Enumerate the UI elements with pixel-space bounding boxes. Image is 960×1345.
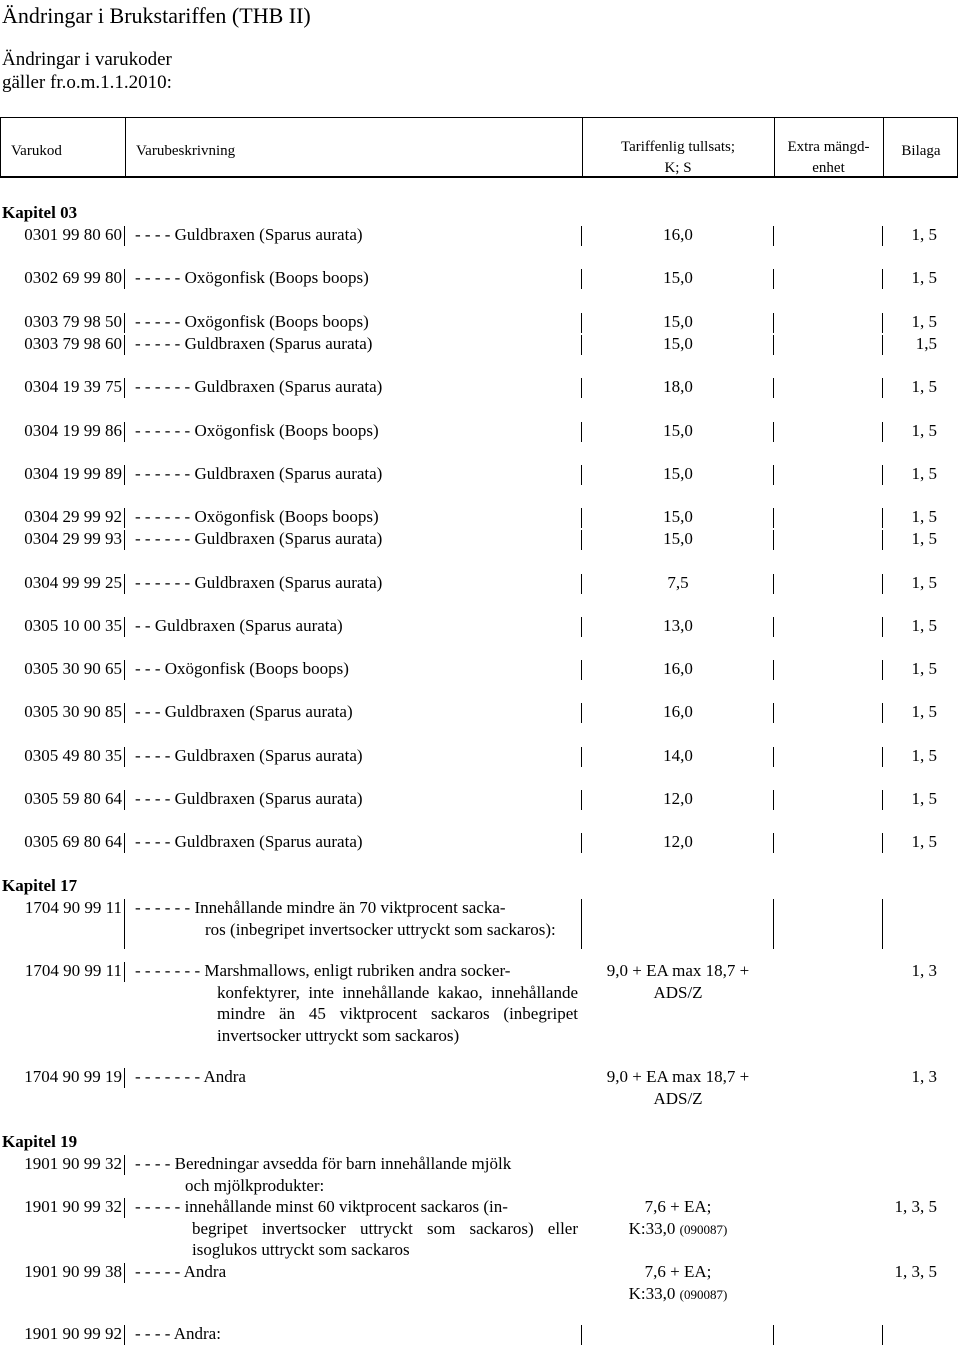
goods-description: [135, 224, 363, 246]
description-text: Oxögonfisk (Boops boops): [164, 659, 349, 678]
tariff-rate: 15,0: [663, 507, 693, 526]
level-dashes: - - - - -: [135, 334, 181, 353]
level-dashes: - - - - - -: [135, 464, 191, 483]
goods-description: [135, 615, 343, 637]
bilaga-value: 1, 5: [911, 421, 937, 440]
bilaga-value: 1, 5: [911, 507, 937, 526]
table-row: [0, 831, 960, 853]
header-bilaga: Bilaga: [901, 143, 941, 159]
bilaga-value: 1, 5: [911, 268, 937, 287]
bilaga-value: 1, 5: [911, 789, 937, 808]
description-continuation: begripet invertsocker uttryckt som sackaros) eller isoglukos uttryckt som sackaros: [192, 1218, 578, 1259]
table-row: [0, 528, 960, 550]
column-divider: [773, 508, 774, 528]
goods-description: [135, 572, 382, 594]
column-divider: [124, 1198, 125, 1218]
tariff-rate: 15,0: [663, 464, 693, 483]
goods-description: [135, 528, 382, 550]
chapter-heading-17: Kapitel 17: [2, 876, 78, 895]
table-row: [0, 960, 960, 1068]
column-divider: [124, 422, 125, 442]
goods-description: [135, 267, 369, 289]
tariff-code: 1901 90 99 38: [24, 1262, 122, 1281]
header-tullsats-line2: K; S: [664, 160, 692, 176]
column-divider: [773, 313, 774, 333]
header-mangd-line1: Extra mängd-: [787, 139, 870, 155]
goods-description: [135, 506, 379, 528]
column-divider: [581, 508, 582, 528]
bilaga-value: 1, 5: [911, 529, 937, 548]
bilaga-value: 1, 3, 5: [894, 1197, 937, 1216]
column-divider: [581, 226, 582, 246]
tariff-rate: 15,0: [663, 529, 693, 548]
column-divider: [882, 574, 883, 594]
tariff-rate: 12,0: [663, 832, 693, 851]
description-text: Guldbraxen (Sparus aurata): [184, 334, 373, 353]
goods-description: [135, 420, 379, 442]
tariff-code: 0303 79 98 50: [24, 312, 122, 331]
goods-description: [135, 831, 363, 853]
tariff-code: 0304 19 39 75: [24, 377, 122, 396]
description-text: Oxögonfisk (Boops boops): [184, 268, 369, 287]
column-divider: [124, 1263, 125, 1283]
column-divider: [581, 269, 582, 289]
column-divider: [882, 703, 883, 723]
description-text: Innehållande mindre än 70 viktprocent sacka-: [194, 898, 506, 917]
level-dashes: - - - -: [135, 746, 171, 765]
validity-date: gäller fr.o.m.1.1.2010:: [2, 72, 172, 93]
tariff-code: 0304 19 99 89: [24, 464, 122, 483]
column-divider: [124, 335, 125, 355]
column-divider: [882, 747, 883, 767]
goods-description: [135, 1323, 578, 1345]
tariff-rate: 16,0: [663, 659, 693, 678]
column-divider: [773, 833, 774, 853]
description-text: Oxögonfisk (Boops boops): [184, 312, 369, 331]
column-divider: [581, 530, 582, 550]
column-divider: [124, 790, 125, 810]
header-varukod: Varukod: [11, 143, 62, 159]
goods-description: [135, 1261, 578, 1283]
tariff-code: 0305 69 80 64: [24, 832, 122, 851]
description-continuation: och mjölkprodukter:: [185, 1175, 325, 1195]
bilaga-value: 1, 5: [911, 225, 937, 244]
tariff-code: 0304 19 99 86: [24, 421, 122, 440]
column-divider: [124, 660, 125, 680]
column-divider: [581, 899, 582, 949]
tariff-rate: 12,0: [663, 789, 693, 808]
goods-description: [135, 745, 363, 767]
tariff-rate-line1: 7,6 + EA;: [644, 1197, 712, 1216]
tariff-code: 0303 79 98 60: [24, 334, 122, 353]
document-subtitle: Ändringar i varukoder: [2, 49, 172, 70]
level-dashes: - - - - -: [135, 1197, 181, 1216]
column-divider: [124, 1325, 125, 1345]
description-text: Oxögonfisk (Boops boops): [194, 507, 379, 526]
column-divider: [882, 617, 883, 637]
column-divider: [773, 465, 774, 485]
level-dashes: - - - - - - -: [135, 1067, 201, 1086]
bilaga-value: 1, 5: [911, 573, 937, 592]
level-dashes: - - - - - -: [135, 421, 191, 440]
column-divider: [773, 269, 774, 289]
column-divider: [581, 833, 582, 853]
description-text: Guldbraxen (Sparus aurata): [194, 464, 383, 483]
table-row: [0, 463, 960, 485]
description-text: Beredningar avsedda för barn innehållande mjölk: [174, 1154, 512, 1173]
description-text: Andra:: [173, 1324, 221, 1343]
column-divider: [581, 422, 582, 442]
table-row: [0, 1066, 960, 1110]
tariff-rate-line2: ADS/Z: [653, 983, 703, 1002]
level-dashes: - - - - -: [135, 312, 181, 331]
tariff-rate: [582, 1261, 774, 1306]
table-row: [0, 311, 960, 333]
level-dashes: - - - - -: [135, 1262, 181, 1281]
level-dashes: - - - -: [135, 225, 171, 244]
tariff-rate-line2: ADS/Z: [653, 1089, 703, 1108]
column-divider: [124, 465, 125, 485]
column-divider: [581, 313, 582, 333]
column-divider: [882, 660, 883, 680]
description-text: Guldbraxen (Sparus aurata): [194, 529, 383, 548]
tariff-rate: 16,0: [663, 702, 693, 721]
description-continuation: konfektyrer, inte innehållande kakao, innehållande mindre än 45 viktprocent sackaros (inbegripet invertsocker uttryckt som sackaros): [217, 982, 578, 1045]
header-mangd-line2: enhet: [812, 160, 845, 176]
column-divider: [124, 269, 125, 289]
level-dashes: - -: [135, 616, 151, 635]
column-divider: [773, 422, 774, 442]
goods-description: [135, 1153, 578, 1196]
column-divider: [773, 747, 774, 767]
level-dashes: - - - -: [135, 789, 171, 808]
column-divider: [882, 226, 883, 246]
tariff-code: 0304 99 99 25: [24, 573, 122, 592]
tariff-code: 1901 90 99 32: [24, 1197, 122, 1216]
column-divider: [773, 617, 774, 637]
description-text: Guldbraxen (Sparus aurata): [174, 789, 363, 808]
tariff-rate: [582, 1196, 774, 1241]
goods-description: [135, 1196, 578, 1261]
tariff-rate: 18,0: [663, 377, 693, 396]
column-divider: [581, 747, 582, 767]
table-row: [0, 897, 960, 953]
description-text: Guldbraxen (Sparus aurata): [194, 573, 383, 592]
column-divider: [124, 833, 125, 853]
level-dashes: - - - -: [135, 1154, 171, 1173]
goods-description: [135, 658, 349, 680]
column-divider: [882, 465, 883, 485]
column-divider: [882, 313, 883, 333]
column-divider: [882, 1325, 883, 1345]
column-divider: [882, 422, 883, 442]
tariff-rate: 15,0: [663, 334, 693, 353]
tariff-rate-reference: (090087): [679, 1222, 728, 1237]
column-divider: [581, 790, 582, 810]
table-row: [0, 1261, 960, 1305]
column-divider: [124, 962, 125, 982]
column-divider: [882, 833, 883, 853]
column-divider: [773, 226, 774, 246]
header-extra-mangdenhet: [774, 137, 883, 179]
tariff-rate: 15,0: [663, 312, 693, 331]
column-divider: [581, 1325, 582, 1345]
header-tullsats-line1: Tariffenlig tullsats;: [620, 139, 736, 155]
column-divider: [773, 335, 774, 355]
column-divider: [124, 313, 125, 333]
column-divider: [581, 465, 582, 485]
table-row: [0, 1153, 960, 1197]
column-divider: [124, 1155, 125, 1175]
column-divider: [882, 508, 883, 528]
chapter-heading-03: Kapitel 03: [2, 203, 78, 222]
column-divider: [882, 899, 883, 949]
column-divider: [124, 899, 125, 949]
tariff-rate-line1: 9,0 + EA max 18,7 +: [606, 1067, 750, 1086]
tariff-code: 1901 90 99 92: [24, 1324, 122, 1343]
tariff-rate: 16,0: [663, 225, 693, 244]
column-divider: [773, 378, 774, 398]
tariff-code: 1704 90 99 11: [24, 898, 122, 917]
description-text: Guldbraxen (Sparus aurata): [174, 832, 363, 851]
tariff-rate: [582, 960, 774, 1004]
bilaga-value: 1, 5: [911, 832, 937, 851]
table-row: [0, 224, 960, 246]
table-row: [0, 615, 960, 637]
table-row: [0, 333, 960, 355]
tariff-code: 0301 99 80 60: [24, 225, 122, 244]
bilaga-value: 1, 5: [911, 616, 937, 635]
bilaga-value: 1, 3: [911, 961, 937, 980]
tariff-code: 0302 69 99 80: [24, 268, 122, 287]
tariff-code: 0305 49 80 35: [24, 746, 122, 765]
description-text: innehållande minst 60 viktprocent sackaros (in-: [184, 1197, 508, 1216]
tariff-code: 0304 29 99 93: [24, 529, 122, 548]
tariff-rate: 15,0: [663, 421, 693, 440]
tariff-code: 1704 90 99 19: [24, 1067, 122, 1086]
column-divider: [882, 790, 883, 810]
column-divider: [773, 790, 774, 810]
table-row: [0, 420, 960, 442]
table-row: [0, 701, 960, 723]
bilaga-value: 1, 3, 5: [894, 1262, 937, 1281]
bilaga-value: 1, 3: [911, 1067, 937, 1086]
column-divider: [773, 530, 774, 550]
description-text: Guldbraxen (Sparus aurata): [174, 225, 363, 244]
table-row: [0, 788, 960, 810]
bilaga-value: 1, 5: [911, 702, 937, 721]
column-divider: [773, 1325, 774, 1345]
column-divider: [124, 574, 125, 594]
bilaga-value: 1, 5: [911, 312, 937, 331]
goods-description: [135, 463, 382, 485]
bilaga-value: 1, 5: [911, 377, 937, 396]
goods-description: [135, 333, 372, 355]
tariff-rate: 14,0: [663, 746, 693, 765]
tariff-code: 1901 90 99 32: [24, 1154, 122, 1173]
level-dashes: - - - - -: [135, 268, 181, 287]
bilaga-value: 1, 5: [911, 659, 937, 678]
level-dashes: - - -: [135, 702, 161, 721]
tariff-rate-line1: 9,0 + EA max 18,7 +: [606, 961, 750, 980]
level-dashes: - - - - - -: [135, 573, 191, 592]
description-text: Guldbraxen (Sparus aurata): [174, 746, 363, 765]
column-divider: [773, 899, 774, 949]
table-row: [0, 1323, 960, 1345]
column-divider: [773, 660, 774, 680]
tariff-code: 0305 59 80 64: [24, 789, 122, 808]
header-varubeskrivning: Varubeskrivning: [136, 143, 236, 159]
description-text: Guldbraxen (Sparus aurata): [194, 377, 383, 396]
tariff-rate-reference: (090087): [679, 1287, 728, 1302]
column-divider: [581, 378, 582, 398]
table-header: [0, 117, 958, 178]
level-dashes: - - - - - -: [135, 529, 191, 548]
level-dashes: - - - -: [135, 1324, 171, 1343]
level-dashes: - - - - - - -: [135, 961, 201, 980]
chapter-heading-19: Kapitel 19: [2, 1132, 78, 1151]
header-divider: [125, 118, 126, 176]
level-dashes: - - - -: [135, 832, 171, 851]
description-text: Andra: [183, 1262, 227, 1281]
column-divider: [882, 269, 883, 289]
header-tullsats: [582, 137, 774, 179]
column-divider: [124, 703, 125, 723]
goods-description: [135, 701, 353, 723]
tariff-rate: 15,0: [663, 268, 693, 287]
column-divider: [581, 660, 582, 680]
goods-description: [135, 897, 578, 940]
goods-description: [135, 1066, 578, 1088]
column-divider: [581, 703, 582, 723]
tariff-rate-line2: K:33,0: [628, 1219, 676, 1238]
tariff-code: 0305 10 00 35: [24, 616, 122, 635]
column-divider: [124, 508, 125, 528]
goods-description: [135, 311, 369, 333]
bilaga-value: 1, 5: [911, 746, 937, 765]
level-dashes: - - - - - -: [135, 507, 191, 526]
tariff-rate: 13,0: [663, 616, 693, 635]
goods-description: [135, 376, 382, 398]
description-text: Oxögonfisk (Boops boops): [194, 421, 379, 440]
table-row: [0, 658, 960, 680]
level-dashes: - - - - - -: [135, 898, 191, 917]
bilaga-value: 1, 5: [911, 464, 937, 483]
column-divider: [124, 378, 125, 398]
column-divider: [773, 703, 774, 723]
tariff-rate-line1: 7,6 + EA;: [644, 1262, 712, 1281]
table-row: [0, 1196, 960, 1262]
column-divider: [882, 530, 883, 550]
column-divider: [581, 617, 582, 637]
description-text: Andra: [203, 1067, 246, 1086]
column-divider: [581, 335, 582, 355]
goods-description: [135, 788, 363, 810]
goods-description: [135, 960, 578, 1046]
column-divider: [124, 617, 125, 637]
level-dashes: - - - - - -: [135, 377, 191, 396]
tariff-code: 0305 30 90 85: [24, 702, 122, 721]
description-text: Guldbraxen (Sparus aurata): [164, 702, 353, 721]
bilaga-value: 1,5: [915, 334, 937, 353]
table-row: [0, 267, 960, 289]
level-dashes: - - -: [135, 659, 161, 678]
column-divider: [581, 574, 582, 594]
tariff-code: 1704 90 99 11: [24, 961, 122, 980]
tariff-rate: [582, 1066, 774, 1110]
tariff-code: 0304 29 99 92: [24, 507, 122, 526]
description-text: Marshmallows, enligt rubriken andra socker-: [204, 961, 511, 980]
table-row: [0, 745, 960, 767]
table-row: [0, 376, 960, 398]
tariff-rate: 7,5: [667, 573, 689, 592]
tariff-code: 0305 30 90 65: [24, 659, 122, 678]
column-divider: [882, 335, 883, 355]
table-row: [0, 572, 960, 594]
column-divider: [882, 378, 883, 398]
column-divider: [124, 1068, 125, 1088]
document-title: Ändringar i Brukstariffen (THB II): [2, 3, 311, 28]
column-divider: [124, 226, 125, 246]
column-divider: [773, 574, 774, 594]
tariff-rate-line2: K:33,0: [628, 1284, 676, 1303]
column-divider: [124, 530, 125, 550]
table-row: [0, 506, 960, 528]
column-divider: [124, 747, 125, 767]
description-continuation: ros (inbegripet invertsocker uttryckt som sackaros):: [205, 919, 556, 939]
description-text: Guldbraxen (Sparus aurata): [154, 616, 343, 635]
